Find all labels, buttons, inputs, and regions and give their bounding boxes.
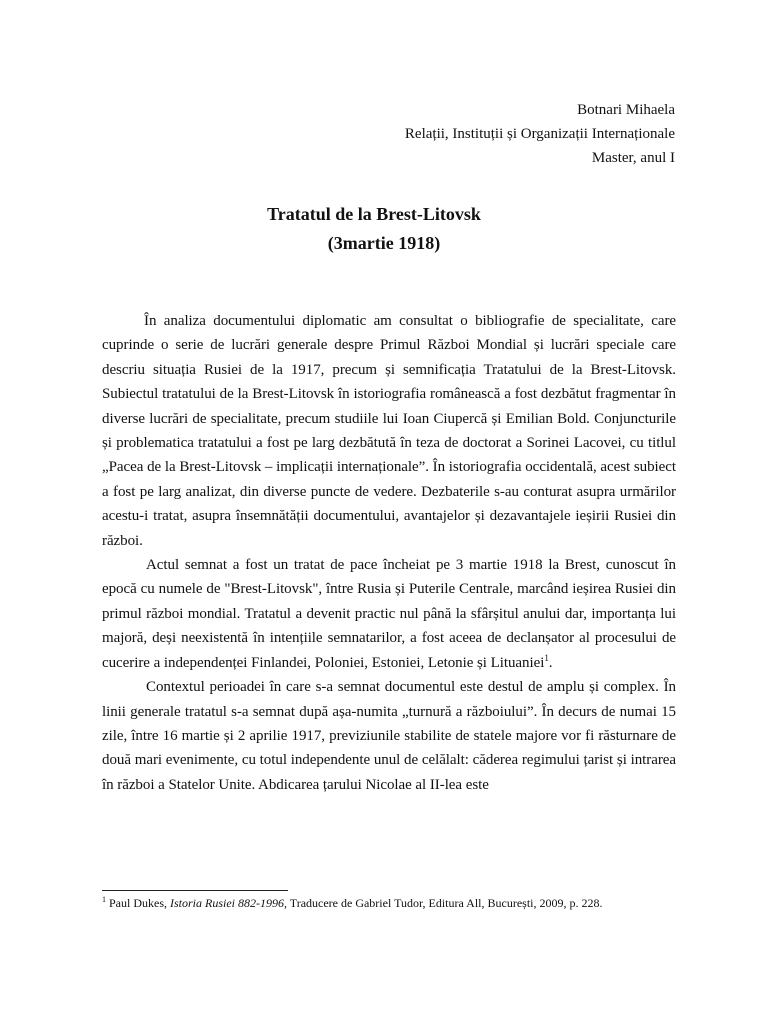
footnote-reference[interactable]: 1 [544, 652, 549, 663]
footnote-author: Paul Dukes, [106, 896, 170, 910]
footnote [102, 895, 722, 911]
footnote-separator [102, 890, 288, 891]
paragraph-1: În analiza documentului diplomatic am consultat o bibliografie de specialitate, care cuprinde o serie de lucrări generale despre Primul Război Mondial și lucrări speciale care descriu situația Rusiei de la 1917, precum și semnificația Tratatului de la Brest-Litovsk. Subiectul tratatului de la Brest-Litovsk în istoriografia românească a fost dezbătut fragmentar în diverse lucrări de specialitate, precum studiile lui Ioan Ciupercă și Emilian Bold. Conjuncturile și problematica tratatului a fost pe larg dezbătută în teza de doctorat a Sorinei Lacovei, cu titlul „Pacea de la Brest-Litovsk – implicații internaționale”. În istoriografia occidentală, acest subiect a fost pe larg analizat, din diverse puncte de vedere. Dezbaterile s-au conturat asupra urmărilor acestu-i tratat, asupra însemnătății documentului, avantajelor și dezavantajele ieșirii Rusiei din război. [102, 313, 676, 549]
footnote-book-title: Istoria Rusiei 882-1996 [170, 896, 284, 910]
footnote-number: 1 [102, 895, 106, 904]
title-main: Tratatul de la Brest-Litovsk [267, 204, 481, 224]
document-title [0, 200, 768, 258]
paragraph-2-text: Actul semnat a fost un tratat de pace încheiat pe 3 martie 1918 la Brest, cunoscut în epocă cu numele de "Brest-Litovsk", între Rusia și Puterile Centrale, marcând ieșirea Rusiei din primul război mondial. Tratatul a devenit practic nul până la sfârșitul anului dar, importanța lui majoră, deși neexistentă în intențiile semnatarilor, a fost aceea de declanșator al procesului de cucerire a independenței Finlandei, Poloniei, Estoniei, Letonie și Lituaniei [102, 557, 676, 671]
study-program: Relații, Instituții și Organizații Internaționale [404, 126, 675, 142]
paragraph-3: Contextul perioadei în care s-a semnat documentul este destul de amplu și complex. În linii generale tratatul s-a semnat după așa-numita „turnură a războiului”. În decurs de numai 15 zile, între 16 martie și 2 aprilie 1917, previziunile stabilite de statele majore vor fi răsturnare de două mari evenimente, cu totul independente unul de celălalt: căderea regimului țarist și intrarea în război a Statelor Unite. Abdicarea țarului Nicolae al II-lea este [102, 679, 676, 793]
study-level: Master, anul I [591, 150, 675, 166]
title-date: (3martie 1918) [327, 233, 441, 253]
footnote-details: , Traducere de Gabriel Tudor, Editura All, București, 2009, p. 228. [284, 896, 603, 910]
author-info [405, 98, 675, 170]
body-text [102, 309, 676, 797]
paragraph-2 [102, 553, 676, 675]
author-name: Botnari Mihaela [577, 102, 675, 118]
paragraph-2-end: . [548, 654, 553, 671]
